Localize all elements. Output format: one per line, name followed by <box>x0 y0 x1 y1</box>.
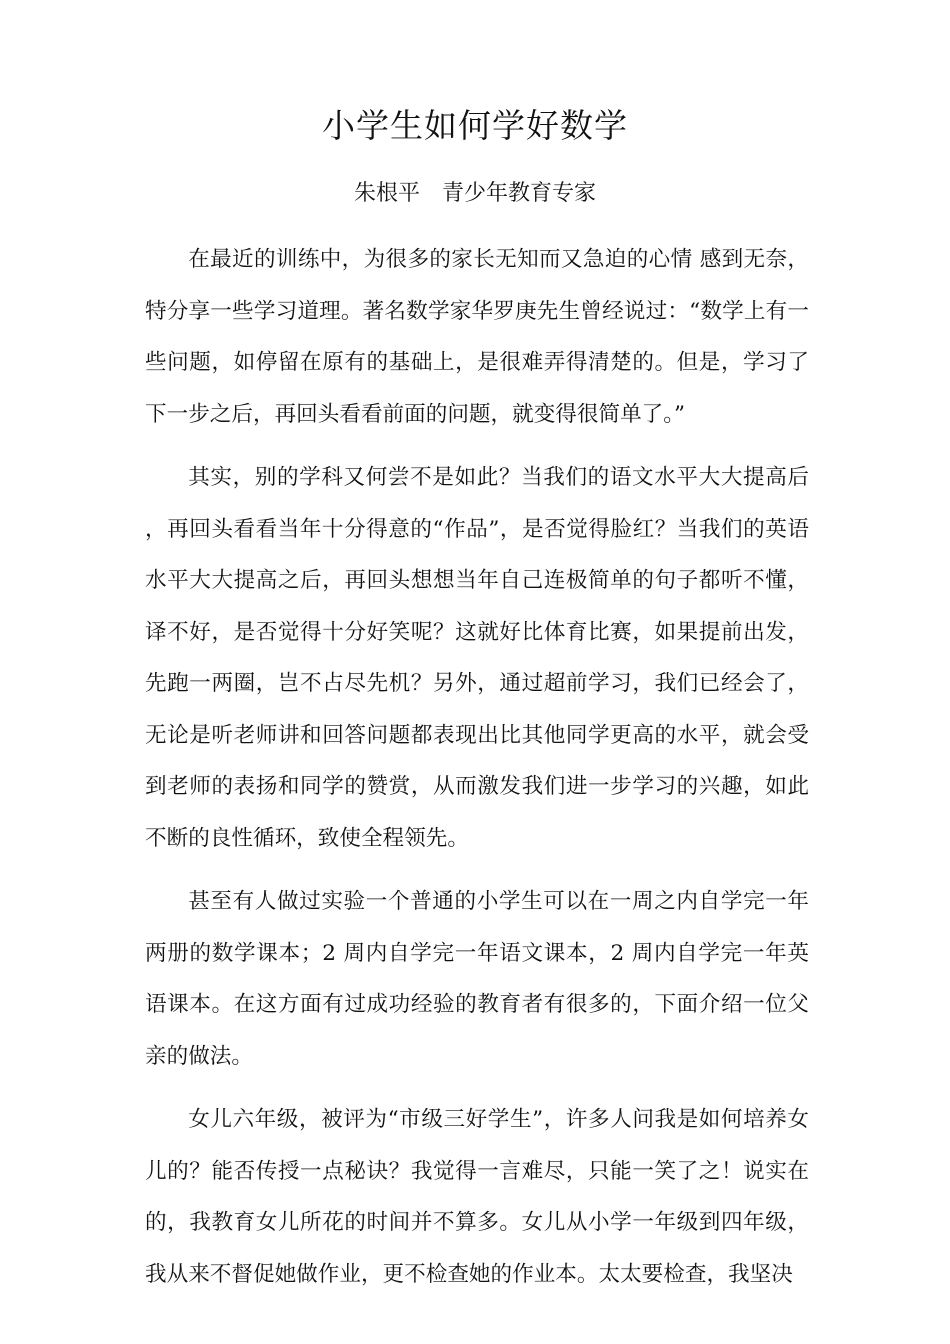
paragraph-3: 甚至有人做过实验一个普通的小学生可以在一周之内自学完一年两册的数学课本；2 周内自学完一年语文课本，2 周内自学完一年英语课本。在这方面有过成功经验的教育者有很多的，下面介绍一位父亲的做法。 <box>145 889 809 1069</box>
document-title: 小学生如何学好数学 <box>322 106 628 145</box>
paragraph-4: 女儿六年级，被评为“市级三好学生”，许多人问我是如何培养女儿的？能否传授一点秘诀？我觉得一言难尽，只能一笑了之！说实在的，我教育女儿所花的时间并不算多。女儿从小学一年级到四年级，我从来不督促她做作业，更不检查她的作业本。太太要检查，我坚决 <box>145 1107 809 1287</box>
paragraph-1: 在最近的训练中，为很多的家长无知而又急迫的心情 感到无奈，特分享一些学习道理。著名数学家华罗庚先生曾经说过：“数学上有一些问题，如停留在原有的基础上，是很难弄得清楚的。但是，学习了下一步之后，再回头看看前面的问题，就变得很简单了。” <box>145 247 809 427</box>
paragraph-2: 其实，别的学科又何尝不是如此？当我们的语文水平大大提高后，再回头看看当年十分得意的“作品”，是否觉得脸红？当我们的英语水平大大提高之后，再回头想想当年自己连极简单的句子都听不懂，译不好，是否觉得十分好笑呢？这就好比体育比赛，如果提前出发，先跑一两圈，岂不占尽先机？另外，通过超前学习，我们已经会了，无论是听老师讲和回答问题都表现出比其他同学更高的水平，就会受到老师的表扬和同学的赞赏，从而激发我们进一步学习的兴趣，如此不断的良性循环，致使全程领先。 <box>145 465 809 851</box>
document-body <box>145 234 809 1312</box>
author-name: 朱根平 <box>353 181 420 206</box>
author-line <box>0 176 950 212</box>
author-title: 青少年教育专家 <box>442 181 597 206</box>
